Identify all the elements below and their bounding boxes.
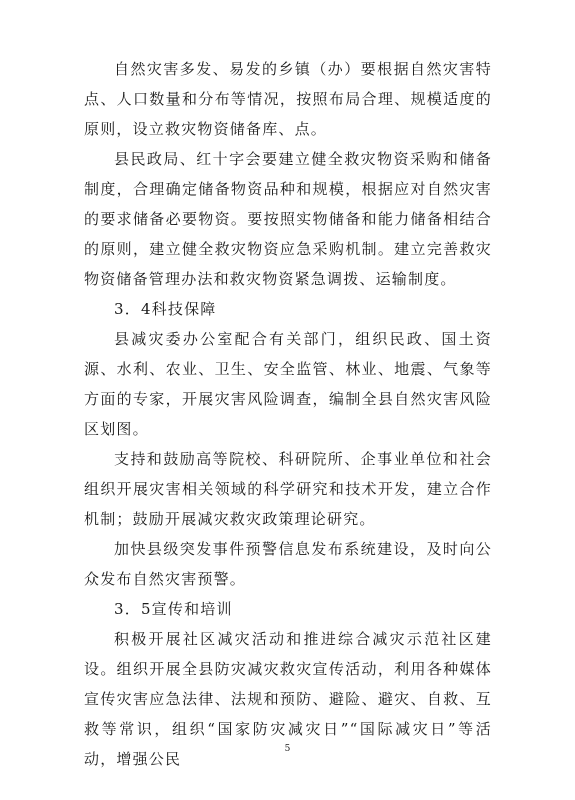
body-text [84,54,492,774]
paragraph-procurement-system: 县民政局、红十字会要建立健全救灾物资采购和储备制度，合理确定储备物资品种和规模，根据应对自然灾害的要求储备必要物资。要按照实物储备和能力储备相结合的原则，建立健全救灾物资应急采购机制。建立完善救灾物资储备管理办法和救灾物资紧急调拨、运输制度。 [84,150,492,288]
section-heading-3-5: 3．5宣传和培训 [114,600,233,618]
section-heading-3-4: 3．4科技保障 [114,300,217,318]
paragraph-risk-survey: 县减灾委办公室配合有关部门，组织民政、国土资源、水利、农业、卫生、安全监管、林业、地震、气象等方面的专家，开展灾害风险调查，编制全县自然灾害风险区划图。 [84,330,492,438]
paragraph-community-publicity: 积极开展社区减灾活动和推进综合减灾示范社区建设。组织开展全县防灾减灾救灾宣传活动，利用各种媒体宣传灾害应急法律、法规和预防、避险、避灾、自救、互救等常识，组织“国家防灾减灾日”“国际减灾日”等活动，增强公民 [84,630,492,768]
paragraph-relief-storage-sites: 自然灾害多发、易发的乡镇（办）要根据自然灾害特点、人口数量和分布等情况，按照布局合理、规模适度的原则，设立救灾物资储备库、点。 [84,60,492,138]
paragraph-research-support: 支持和鼓励高等院校、科研院所、企事业单位和社会组织开展灾害相关领域的科学研究和技术开发，建立合作机制；鼓励开展减灾救灾政策理论研究。 [84,450,492,528]
page-number: 5 [284,744,291,754]
paragraph-warning-system: 加快县级突发事件预警信息发布系统建设，及时向公众发布自然灾害预警。 [84,540,492,588]
